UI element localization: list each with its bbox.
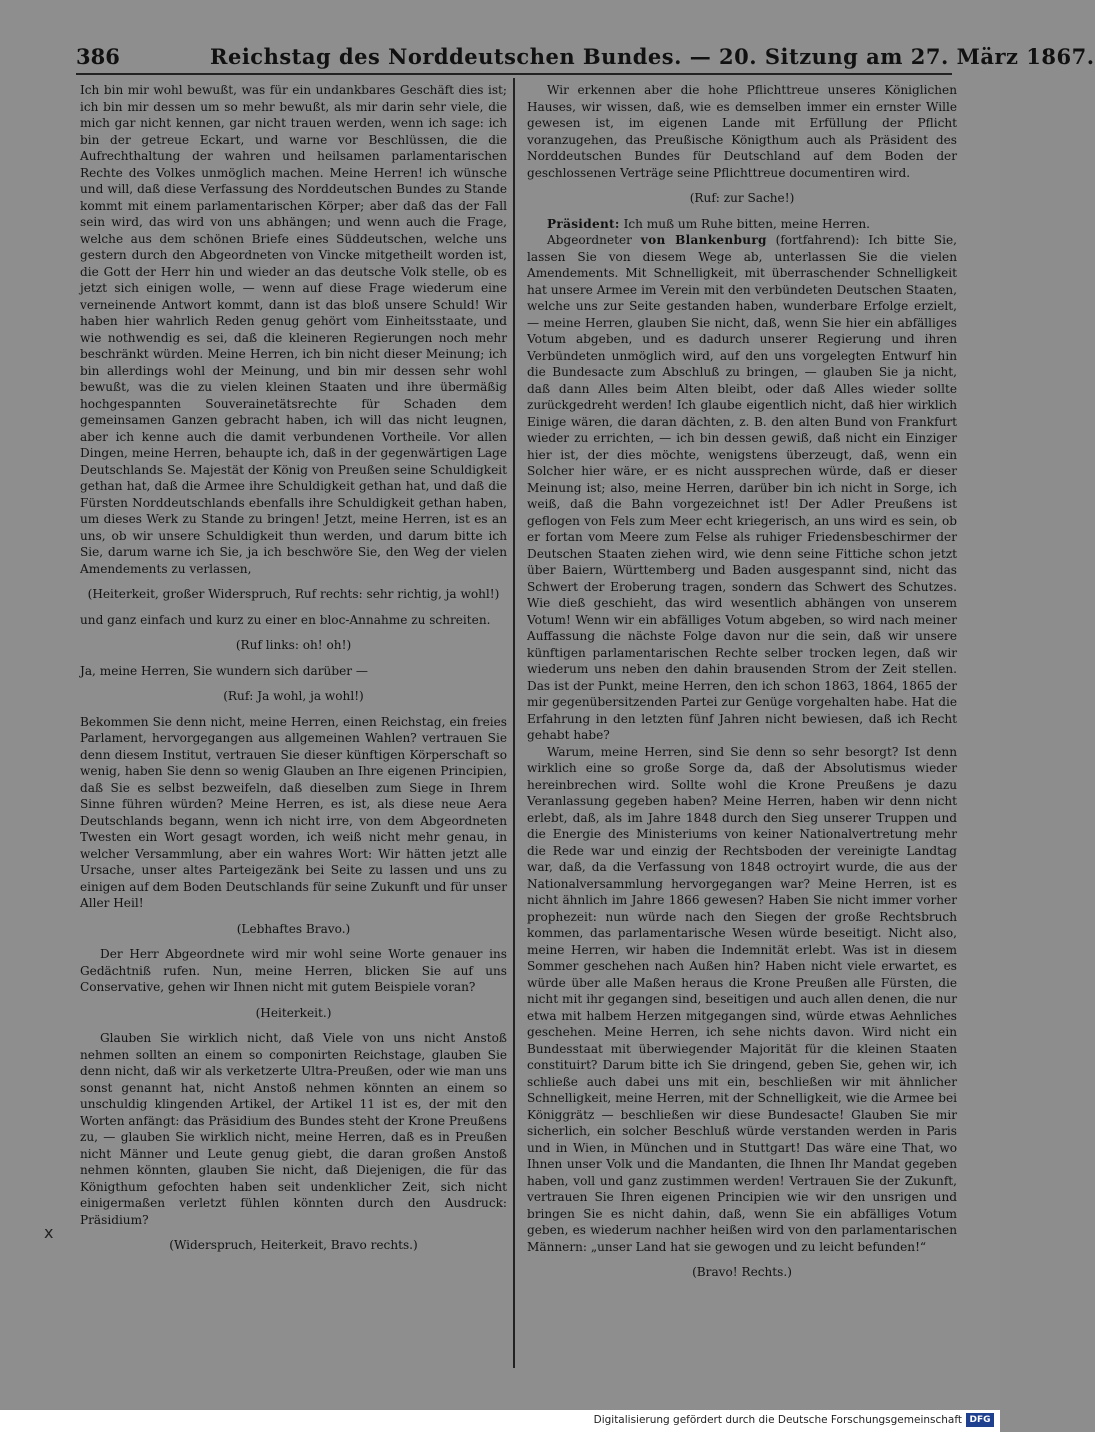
running-title: Reichstag des Norddeutschen Bundes. — 20. Sitzung am 27. März 1867. [210, 44, 1095, 69]
paragraph: und ganz einfach und kurz zu einer en bloc-Annahme zu schreiten. [80, 612, 491, 627]
page-number: 386 [76, 44, 120, 69]
interjection: (Lebhaftes Bravo.) [236, 921, 351, 936]
right-column [527, 82, 957, 1290]
paragraph [527, 216, 957, 233]
footer-credit: Digitalisierung gefördert durch die Deutsche Forschungsgemeinschaft [593, 1414, 962, 1426]
interjection: (Heiterkeit.) [255, 1005, 332, 1020]
paragraph: Warum, meine Herren, sind Sie denn so sehr besorgt? Ist denn wirklich eine so große Sorge da, daß der Absolutismus wieder hereinbrechen wird. Sollte wohl die Krone Preußens je dazu Veranlassung gegeben haben? Meine Herren, haben wir denn nicht erlebt, daß, als im Jahre 1848 durch den Sieg unserer Truppen und die Energie des Ministeriums von keiner Nationalvertretung mehr die Rede war und einzig der Rechtsboden der vereinigte Landtag war, daß, da die Verfassung von 1848 octroyirt wurde, die aus der Nationalversammlung hervorgegangen war? Meine Herren, ist es nicht ähnlich im Jahre 1866 gewesen? Haben Sie nicht immer vorher prophezeit: nun würde nach den Siegen der große Rechtsbruch kommen, das parlamentarische Wesen würde beseitigt. Nicht also, meine Herren, wir haben die Indemnität erlebt. Was ist in diesem Sommer geschehen nach Außen hin? Haben nicht viele erwartet, es würde über alle Maßen heraus die Krone Preußen alle Fürsten, die nicht mit ihr gegangen sind, beseitigen und auch allen denen, die nur etwa mit halbem Herzen mitgegangen sind, würde etwas Aehnliches geschehen. Meine Herren, ich sehe nichts davon. Wird nicht ein Bundesstaat mit überwiegender Majorität für die kleinen Staaten constituirt? Darum bitte ich Sie dringend, geben Sie, gehen wir, ich schließe auch dabei uns mit ein, beschließen wir mit ähnlicher Schnelligkeit, meine Herren, mit der Schnelligkeit, wie die Armee bei Königgrätz — beschließen wir diese Bundesacte! Glauben Sie mir sicherlich, ein solcher Beschluß würde verstanden werden in Paris und in Wien, in München und in Stuttgart! Das wäre eine That, wo Ihnen unser Volk und die Mandanten, die Ihnen Ihr Mandat gegeben haben, voll und ganz zustimmen werden! Vertrauen Sie der Zukunft, vertrauen Sie Ihren eigenen Principien wie wir den unsrigen und bringen Sie es nicht dahin, daß, wenn Sie ein abfälliges Votum geben, es wiederum nachher heißen wird von den parlamentarischen Männern: „unser Land hat sie gewogen und zu leicht befunden!“ [527, 744, 957, 1254]
speaker-name: von Blankenburg [640, 233, 767, 247]
left-column [80, 82, 507, 1263]
interjection: (Bravo! Rechts.) [692, 1265, 792, 1279]
column-divider [513, 78, 515, 1368]
interjection: (Ruf: Ja wohl, ja wohl!) [223, 689, 364, 703]
paragraph-text: Ich bitte Sie, lassen Sie von diesem Wege ab, unterlassen Sie die vielen Amendements. Mit Schnelligkeit, mit überraschender Schnelligkeit hat unsere Armee im Verein mit den verbündeten Deutschen Staaten, welche uns zur Seite gestanden haben, wunderbare Erfolge erzielt, — meine Herren, glauben Sie nicht, daß, wenn Sie hier ein abfälliges Votum abgeben, und es dadurch unserer Regierung und ihren Verbündeten unmöglich wird, auf den uns vorgelegten Entwurf hin die Bundesacte zum Abschluß zu bringen, — glauben Sie ja nicht, daß dann Alles beim Alten bleibt, oder daß Alles wieder sollte zurückgedreht werden! Ich glaube eigentlich nicht, daß hier wirklich Einige wären, die daran dächten, z. B. den alten Bund von Frankfurt wieder zu errichten, — ich bin dessen gewiß, daß nicht ein Einziger hier ist, der dies möchte, wenigstens überzeugt, daß, wenn ein Solcher hier wäre, er es nicht aussprechen würde, daß er dieser Meinung ist; also, meine Herren, darüber bin ich nicht in Sorge, ich weiß, daß die Bahn vorgezeichnet ist! Der Adler Preußens ist geflogen von Fels zum Meer echt kriegerisch, an uns wird es sein, ob er fortan vom Meere zum Felse als ruhiger Friedensbeschirmer der Deutschen Staaten ziehen wird, wie denn seine Fittiche schon jetzt über Baiern, Württemberg und Baden ausgespannt sind, nicht das Schwert der Eroberung tragen, sondern das Schwert des Schutzes. Wie dieß geschieht, das wird wesentlich abhängen von unserem Votum! Wenn wir ein abfälliges Votum abgeben, so wird nach meiner Auffassung die nächste Folge davon nur die sein, daß wir unsere künftigen parlamentarischen Rechte selber trocken legen, daß wir wiederum uns neben den dahin brausenden Strom der Zeit stellen. Das ist der Punkt, meine Herren, den ich schon 1863, 1864, 1865 der mir gegenübersitzenden Partei zur Genüge vorgehalten habe. Hat die Erfahrung in den letzten fünf Jahren nicht bewiesen, daß ich Recht gehabt habe? [527, 233, 957, 742]
interjection: (Widerspruch, Heiterkeit, Bravo rechts.) [169, 1238, 418, 1252]
header-rule [76, 73, 952, 75]
page-header [76, 44, 1095, 72]
interjection: (Ruf links: oh! oh!) [235, 638, 352, 652]
paragraph: Der Herr Abgeordnete wird mir wohl seine Worte genauer ins Gedächtniß rufen. Nun, meine Herren, blicken Sie auf uns Conservative, gehen wir Ihnen nicht mit gutem Beispiele voran? [80, 947, 507, 994]
paragraph: Ich bin mir wohl bewußt, was für ein undankbares Geschäft dies ist; ich bin mir dessen um so mehr bewußt, als mir darin sehr viele, die mich gar nicht kennen, gar nicht trauen werden, wenn ich sage: ich bin der getreue Eckart, und warne vor Beschlüssen, die die Aufrechthaltung der wahren und heilsamen parlamentarischen Rechte des Volkes unmöglich machen. Meine Herren! ich wünsche und will, daß diese Verfassung des Norddeutschen Bundes zu Stande kommt mit einem parlamentarischen Körper; aber daß das der Fall sein wird, das wird von uns abhängen; und wenn auch die Frage, welche aus dem schönen Briefe eines Süddeutschen, welche uns gestern durch den Abgeordneten von Vincke mitgetheilt worden ist, die Gott der Herr hin und wieder an das deutsche Volk stelle, ob es jetzt sich einigen wolle, — wenn auf diese Frage wiederum eine verneinende Antwort kommt, dann ist das bloß unsere Schuld! Wir haben hier wahrlich Reden genug gehört vom Einheitsstaate, und wie nothwendig es sei, daß die kleineren Regierungen noch mehr beschränkt würden. Meine Herren, ich bin nicht dieser Meinung; ich bin allerdings wohl der Meinung, und bin mir dessen sehr wohl bewußt, was die zu vielen kleinen Staaten und ihre übermäßig hochgespannten Souverainetätsrechte für Schaden dem gemeinsamen Ganzen gebracht haben, ich will das nicht leugnen, aber ich kenne auch die damit verbundenen Vortheile. Vor allen Dingen, meine Herren, behaupte ich, daß in der gegenwärtigen Lage Deutschlands Se. Majestät der König von Preußen seine Schuldigkeit gethan hat, daß die Armee ihre Schuldigkeit gethan hat, und daß die Fürsten Norddeutschlands ebenfalls ihre Schuldigkeit gethan haben, um dieses Werk zu Stande zu bringen! Jetzt, meine Herren, ist es an uns, ob wir unsere Schuldigkeit thun werden, und darum bitte ich Sie, darum warne ich Sie, ja ich beschwöre Sie, den Weg der vielen Amendements zu verlassen, [80, 83, 507, 576]
paragraph-text: Ich muß um Ruhe bitten, meine Herren. [623, 216, 871, 231]
paragraph: Ja, meine Herren, Sie wundern sich darüber — [80, 663, 368, 678]
interjection: (Heiterkeit, großer Widerspruch, Ruf rechts: sehr richtig, ja wohl!) [87, 587, 500, 601]
speaker-prefix: Abgeordneter [547, 233, 632, 247]
interjection: (Ruf: zur Sache!) [689, 191, 795, 205]
paragraph: Wir erkennen aber die hohe Pflichttreue unseres Königlichen Hauses, wir wissen, daß, wie es demselben immer ein ernster Wille gewesen ist, im eigenen Lande mit Erfüllung der Pflicht voranzugehen, das Preußische Königthum auch als Präsident des Norddeutschen Bundes für Deutschland auf dem Boden der geschlossenen Verträge seine Pflichttreue documentiren wird. [527, 83, 957, 180]
paragraph: Bekommen Sie denn nicht, meine Herren, einen Reichstag, ein freies Parlament, hervorgegangen aus allgemeinen Wahlen? vertrauen Sie denn diesem Institut, vertrauen Sie dieser künftigen Körperschaft so wenig, haben Sie denn so wenig Glauben an Ihre eigenen Principien, daß Sie es selbst bezweifeln, daß dieselben zum Siege in Ihrem Sinne führen würden? Meine Herren, es ist, als diese neue Aera Deutschlands begann, wenn ich nicht irre, von dem Abgeordneten Twesten ein Wort gesagt worden, ich weiß nicht mehr genau, in welcher Versammlung, aber ein wahres Wort: Wir hätten jetzt alle Ursache, unser altes Parteigezänk bei Seite zu lassen und uns zu einigen auf dem Boden Deutschlands für seine Zukunft und für unser Aller Heil! [80, 714, 507, 910]
speaker-name: Präsident: [547, 216, 620, 231]
paragraph: Glauben Sie wirklich nicht, daß Viele von uns nicht Anstoß nehmen sollten an einem so componirten Reichstage, glauben Sie denn nicht, daß wir als verketzerte Ultra-Preußen, oder wie man uns sonst genannt hat, nicht Anstoß nehmen könnten an einem so unschuldig klingenden Artikel, der Artikel 11 ist es, der mit den Worten anfängt: das Präsidium des Bundes steht der Krone Preußens zu, — glauben Sie wirklich nicht, meine Herren, daß es in Preußen nicht Männer und Leute genug giebt, die daran großen Anstoß nehmen könnten, glauben Sie nicht, daß Diejenigen, die für das Königthum gefochten haben seit undenklicher Zeit, sich nicht einigermaßen verletzt fühlen könnten durch den Ausdruck: Präsidium? [80, 1031, 507, 1227]
paragraph [527, 232, 957, 744]
dfg-logo: DFG [966, 1413, 994, 1427]
speaker-suffix: (fortfahrend): [775, 233, 860, 247]
margin-mark: x [44, 1223, 54, 1242]
footer [0, 1410, 1000, 1432]
